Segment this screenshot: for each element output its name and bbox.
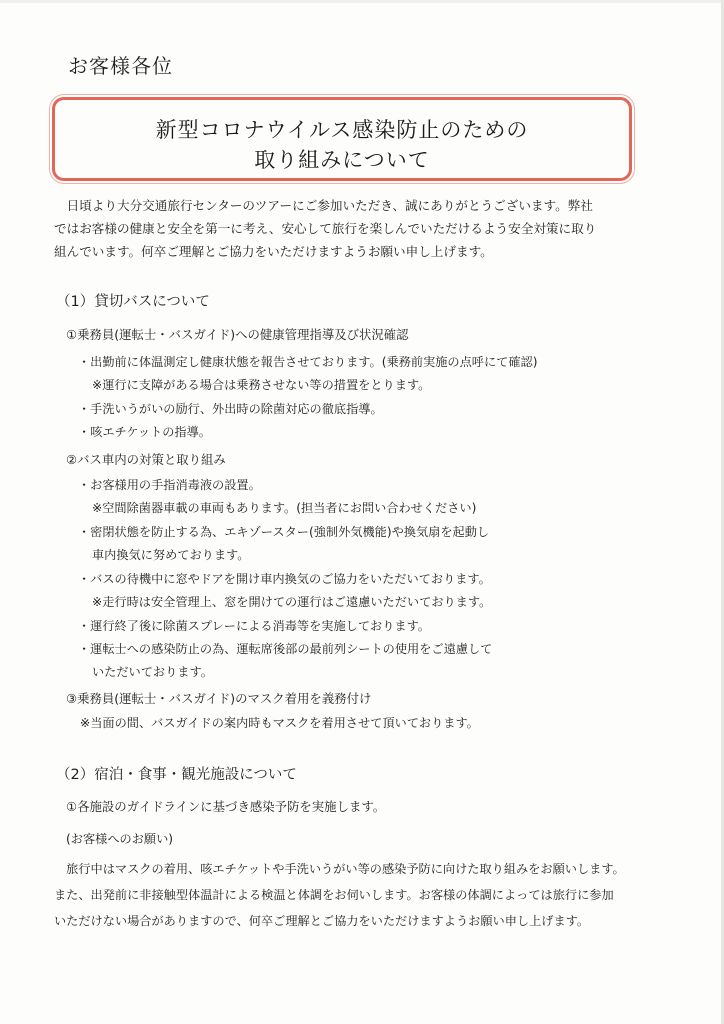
section1-item3-title: ③乗務員(運転士・バスガイド)のマスク着用を義務付け (66, 691, 372, 706)
bullet-line: ・手洗いうがいの励行、外出時の除菌対応の徹底指導。 (78, 402, 383, 416)
salutation: お客様各位 (68, 54, 173, 78)
note-line: ※当面の間、バスガイドの案内時もマスクを着用させて頂いております。 (80, 716, 479, 730)
section1-item2-title: ②バス車内の対策と取り組み (66, 452, 226, 467)
request-line: いただけない場合がありますので、何卒ご理解とご協力をいただけますようお願い申し上げます。 (54, 914, 590, 928)
title-line-1: 新型コロナウイルス感染防止のための (155, 118, 529, 142)
request-heading: (お客様へのお願い) (66, 832, 174, 846)
bullet-line: ・密閉状態を防止する為、エキゾースター(強制外気機能)や換気扇を起動し (78, 525, 490, 539)
request-line: 旅行中はマスクの着用、咳エチケットや手洗いうがい等の感染予防に向けた取り組みをお願いします。 (54, 862, 625, 876)
bullet-line: ・運転士への感染防止の為、運転席後部の最前列シートの使用をご遠慮して (78, 642, 493, 656)
section1-heading: （1）貸切バスについて (56, 294, 210, 310)
bullet-line: ・出勤前に体温測定し健康状態を報告させております。(乗務前実施の点呼にて確認) (78, 355, 538, 369)
intro-line: 組んでいます。何卒ご理解とご協力をいただけますようお願い申し上げます。 (54, 244, 493, 259)
continuation-line: 車内換気に努めております。 (92, 548, 250, 562)
section2-heading: （2）宿泊・食事・観光施設について (56, 767, 297, 783)
section1-item1-title: ①乗務員(運転士・バスガイド)への健康管理指導及び状況確認 (66, 327, 409, 342)
continuation-line: いただいております。 (92, 665, 213, 679)
bullet-line: ・咳エチケットの指導。 (78, 425, 211, 439)
bullet-line: ・お客様用の手指消毒液の設置。 (78, 478, 261, 492)
title-line-2: 取り組みについて (254, 148, 430, 172)
note-line: ※走行時は安全管理上、窓を開けての運行はご遠慮いただいております。 (92, 595, 492, 609)
note-line: ※空間除菌器車載の車両もあります。(担当者にお問い合わせください) (92, 501, 477, 515)
intro-line: ではお客様の健康と安全を第一に考え、安心して旅行を楽しんでいただけるよう安全対策に取り (54, 221, 597, 236)
scan-edge-top (0, 0, 724, 3)
section2-item1: ①各施設のガイドラインに基づき感染予防を実施します。 (66, 799, 386, 814)
bullet-line: ・バスの待機中に窓やドアを開け車内換気のご協力をいただいております。 (78, 572, 491, 586)
intro-line: 日頃より大分交通旅行センターのツアーにご参加いただき、誠にありがとうございます。弊社 (54, 198, 593, 213)
bullet-line: ・運行終了後に除菌スプレーによる消毒等を実施しております。 (78, 619, 430, 633)
note-line: ※運行に支障がある場合は乗務させない等の措置をとります。 (92, 378, 431, 392)
request-line: また、出発前に非接触型体温計による検温と体調をお伺いします。お客様の体調によっては旅行に参加 (54, 888, 614, 902)
title-box (52, 97, 632, 181)
intro-paragraph (54, 194, 654, 263)
